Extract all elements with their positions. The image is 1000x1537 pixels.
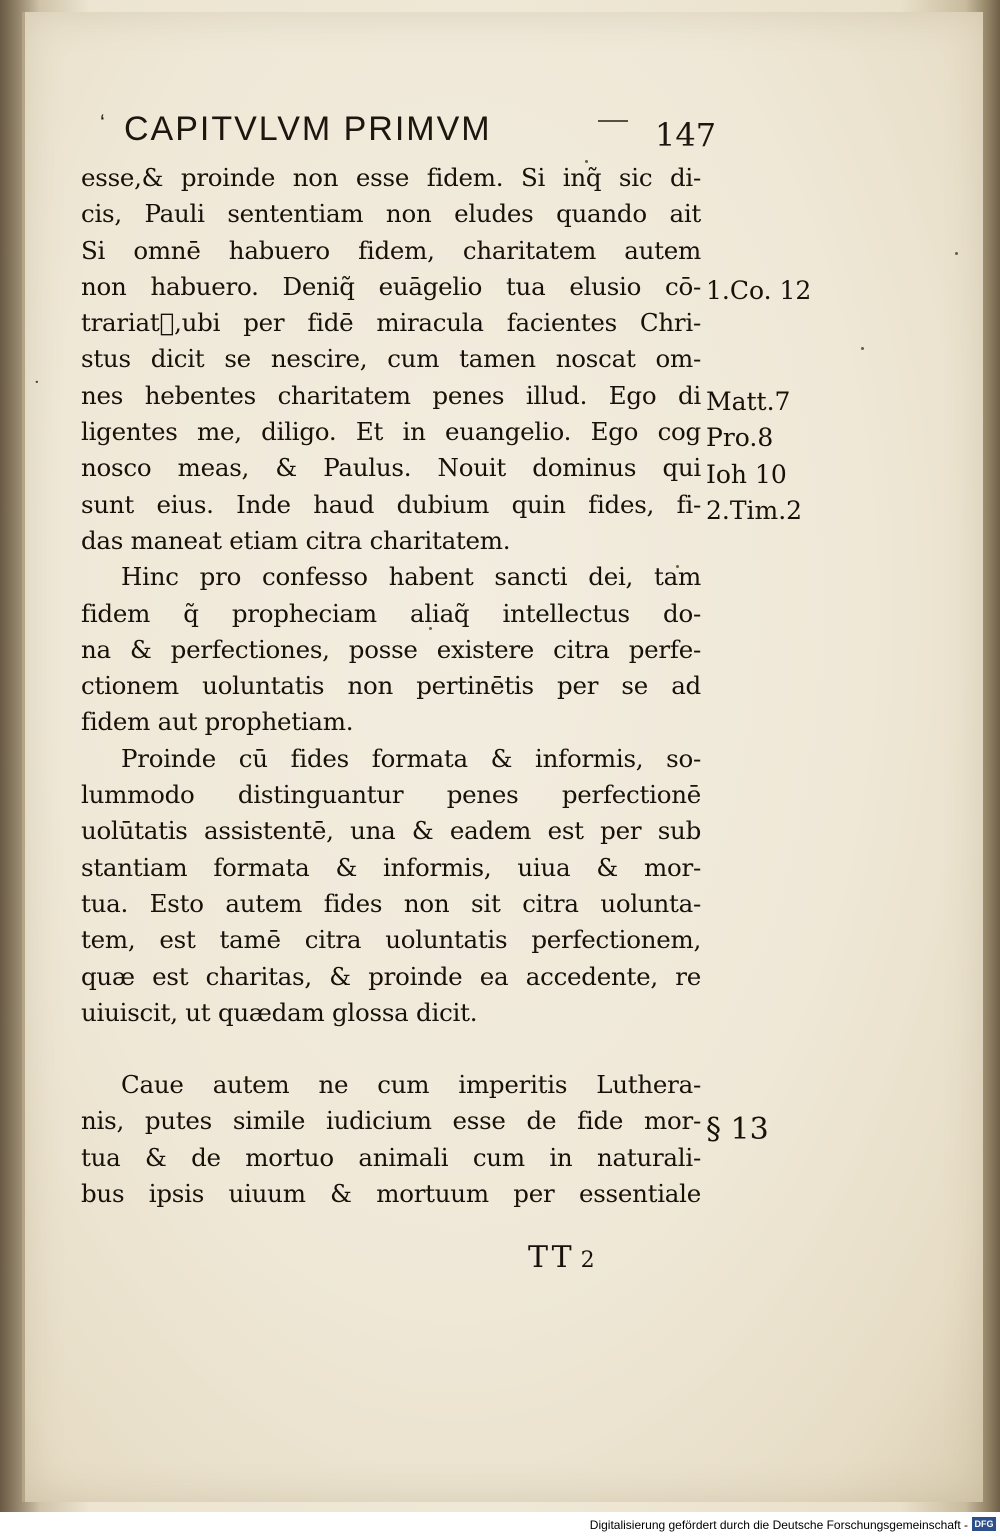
text-line: na & perfectiones, posse existere citra perfe- xyxy=(81,634,701,664)
text-line: sunt eius. Inde haud dubium quin fides, fi- xyxy=(81,489,701,519)
running-title: ‘ CAPITVLVM PRIMVM xyxy=(124,110,492,149)
page-header xyxy=(100,110,720,160)
marginal-note: Pro.8 xyxy=(706,423,774,452)
text-line: Si omnē habuero fidem, charitatem autem xyxy=(81,235,701,265)
signature-letters: TT xyxy=(528,1240,575,1275)
marginal-note: 2.Tim.2 xyxy=(706,496,803,525)
text-line: tem, est tamē citra uoluntatis perfectionem, xyxy=(81,925,701,955)
text-line: stus dicit se nescire, cum tamen noscat om- xyxy=(81,344,701,374)
signature-number: 2 xyxy=(580,1248,595,1273)
text-line: trariat᷑,ubi per fidē miracula facientes Chri- xyxy=(81,308,701,338)
funding-credit: Digitalisierung gefördert durch die Deutsche Forschungsgemeinschaft - xyxy=(589,1518,968,1532)
text-line: cis, Pauli sententiam non eludes quando ait xyxy=(81,199,701,229)
text-line: bus ipsis uiuum & mortuum per essentiale xyxy=(81,1179,701,1209)
marginal-note: Matt.7 xyxy=(706,387,791,416)
signature-mark xyxy=(528,1240,595,1275)
text-line: nes hebentes charitatem penes illud. Ego di xyxy=(81,380,701,410)
text-line: fidem aut prophetiam. xyxy=(81,707,354,737)
text-line: ligentes me, diligo. Et in euangelio. Ego cog xyxy=(81,417,701,447)
main-text xyxy=(81,160,701,1212)
text-line: das maneat etiam citra charitatem. xyxy=(81,525,511,555)
text-line: Caue autem ne cum imperitis Luthera- xyxy=(121,1070,701,1100)
text-line: quæ est charitas, & proinde ea accedente, re xyxy=(81,961,701,991)
text-line: stantiam formata & informis, uiua & mor- xyxy=(81,852,701,882)
text-line: tua & de mortuo animali cum in naturali- xyxy=(81,1142,701,1172)
header-rule xyxy=(598,120,628,122)
dfg-logo: DFG xyxy=(972,1517,996,1531)
section-mark: § 13 xyxy=(706,1112,769,1147)
text-line: nosco meas, & Paulus. Nouit dominus qui xyxy=(81,453,701,483)
marginal-note: 1.Co. 12 xyxy=(706,276,812,305)
text-line: esse,& proinde non esse fidem. Si inq̃ sic di- xyxy=(81,163,701,192)
text-line: uiuiscit, ut quædam glossa dicit. xyxy=(81,997,478,1027)
margin-mark: · xyxy=(34,372,40,393)
text-line: ctionem uoluntatis non pertinētis per se ad xyxy=(81,671,701,701)
text-line: nis, putes simile iudicium esse de fide mor- xyxy=(81,1106,701,1136)
paragraph-gap xyxy=(81,1031,701,1067)
page-number: 147 xyxy=(655,116,717,154)
text-line: tua. Esto autem fides non sit citra uolunta- xyxy=(81,888,701,918)
text-line: Proinde cū fides formata & informis, so- xyxy=(121,743,701,773)
text-line: uolūtatis assistentē, una & eadem est per sub xyxy=(81,816,701,846)
text-line: non habuero. Deniq̃ euāgelio tua elusio cō- xyxy=(81,271,701,301)
text-line: lummodo distinguantur penes perfectionē xyxy=(81,780,701,810)
text-line: fidem q̃ propheciam aliaq̃ intellectus do- xyxy=(81,598,701,628)
text-line: Hinc pro confesso habent sancti dei, tam xyxy=(121,562,701,592)
marginal-note: Ioh 10 xyxy=(706,460,787,489)
footer-bar xyxy=(0,1512,1000,1537)
